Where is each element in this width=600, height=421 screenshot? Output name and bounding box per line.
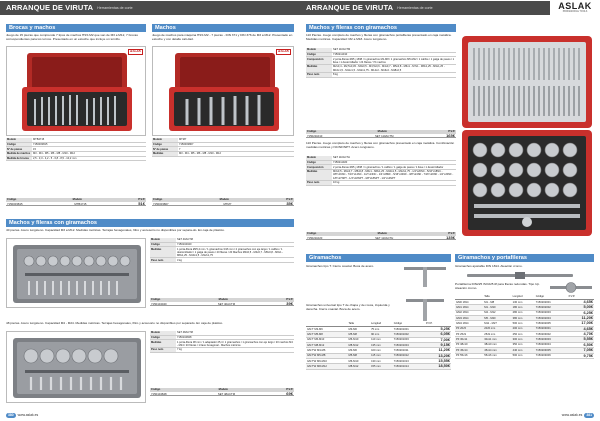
spec-row xyxy=(150,340,294,348)
table-cell: 250 mm xyxy=(512,332,535,337)
header-subtitle: Herramientas de corte xyxy=(97,5,133,10)
table-cell: 7150201003 xyxy=(393,337,425,342)
table-row xyxy=(306,364,451,369)
spec-key: Código xyxy=(6,142,32,147)
model-col: Modelo xyxy=(72,198,82,201)
section-title: Machos y fileras con giramachos xyxy=(309,25,397,31)
table-cell: GM TW M6-M10 xyxy=(306,359,348,364)
table-cell: 440 mm xyxy=(512,348,535,353)
table-cell: 7150201012 xyxy=(393,353,425,358)
spec-key: Medidas xyxy=(150,340,176,348)
table-cell: M1 - M8 xyxy=(483,299,511,304)
table-cell: 180 mm xyxy=(512,305,535,310)
spec-value: SET 48ACTM xyxy=(176,331,294,335)
table-cell: GM TW M3-M6 xyxy=(306,348,348,353)
table-cell: GM T M6-M10 xyxy=(306,337,348,342)
code-col: Código xyxy=(307,130,317,133)
spec-row xyxy=(150,348,294,353)
t-wrench-long-illustration xyxy=(400,296,450,322)
model-col: Modelo xyxy=(218,298,228,301)
spec-value: 7150211010 xyxy=(332,52,456,57)
code-col: Código xyxy=(7,198,17,201)
price-col: P.V.P. xyxy=(448,232,455,235)
table-cell: 7150203006 xyxy=(535,353,568,358)
spec-key: Nº de piezas xyxy=(6,147,32,152)
spec-row xyxy=(150,247,294,258)
model-col: Modelo xyxy=(377,232,387,235)
spec-value: SET 110ACTH xyxy=(332,156,456,160)
spec-value: 7 xyxy=(178,147,294,152)
website-link[interactable]: www.aslak.es xyxy=(17,412,39,417)
price-cell: 7,05€ xyxy=(568,348,594,353)
table-cell: 38x10 mm xyxy=(483,342,511,347)
spec-value: M3x0,5 - M4x0,7 - M5x0,8 - M6x1 - M8x1,25 - M10x1,5 - M12x1,75 - 1/4"x20NC - 5/16"x18NC - 3/8"x16NC - 7/16"x14NC - 1/2"x13NC - 1/4"x28NF - 5/16"x24NF - 3/8"x24NF - 7/16"x20NF - 1/2"x20NF - 1/8"x27NPT - 1/4"x18NPT - 3/8"x18NPT - 1/2"x14NPT xyxy=(332,170,456,181)
table-cell: 7150201002 xyxy=(393,332,425,337)
machos-fileras-desc-2: 48 piezas. Acero tungsteno. Capacidad M4 - M24. Medidas métricas. Terrajas hexagonales, filtro y accesorio no disponibles por separado. En caja de plástico. xyxy=(6,321,224,325)
price-cell: 13,20€ xyxy=(425,353,451,358)
table-cell: 7150201013 xyxy=(393,359,425,364)
spec-key: Medidas xyxy=(306,65,332,73)
table-cell: 90 mm xyxy=(370,332,393,337)
price-cell: 4,65€ xyxy=(568,299,594,304)
table-cell: 7150202005 xyxy=(535,321,568,326)
spec-key: Medida de brocas xyxy=(6,156,32,161)
spec-value: 8 kg xyxy=(332,72,456,77)
table-cell: M6-M10 xyxy=(348,337,371,342)
spec-value: 7150104848 xyxy=(176,335,294,340)
table-cell: 500 mm xyxy=(512,321,535,326)
table-cell: 155 mm xyxy=(370,364,393,369)
price-cell: 7,00€ xyxy=(425,337,451,342)
table-cell: 130 mm xyxy=(370,359,393,364)
table-cell: GM4 1814 xyxy=(455,321,483,326)
table-cell: 7150203004 xyxy=(535,342,568,347)
price-value: 51€ xyxy=(138,201,145,206)
price-col: P.V.P. xyxy=(138,198,145,201)
price-cell: 18,50€ xyxy=(425,364,451,369)
price-cell: 9,75€ xyxy=(568,353,594,358)
table-cell: PF 30x11 xyxy=(455,337,483,342)
column-header: P.V.P. xyxy=(425,323,451,326)
spec-key: Nº de piezas xyxy=(152,147,178,152)
table-cell: 7150201011 xyxy=(393,348,425,353)
price-cell: 11,20€ xyxy=(568,316,594,321)
spec-value: M3 - M4 - M5 - M6 - M8 - M10 - M12 xyxy=(178,152,294,157)
table-cell: 7150201014 xyxy=(393,364,425,369)
table-cell: 7150203002 xyxy=(535,332,568,337)
code-col: Código xyxy=(151,298,161,301)
table-cell: 7150202003 xyxy=(535,310,568,315)
mf-right-code1-row xyxy=(306,134,456,138)
left-footer xyxy=(4,413,38,418)
price-cell: 4,65€ xyxy=(568,326,594,331)
table-cell: PF 20x5 xyxy=(455,326,483,331)
mf-right-desc-1: 110 Piezas. Juego completo de machos y fileras con giramachos portafileras presentado en caja metálica. Medidas métricas. Capacidad: M2 a M18. Acero tungsteno. xyxy=(306,33,452,41)
price-value: 39€ xyxy=(286,301,293,306)
column-header: Talla xyxy=(348,323,371,326)
table-cell: 300 mm xyxy=(512,337,535,342)
spec-value: MTB4715 xyxy=(32,138,146,142)
table-cell: M8-M12 xyxy=(348,364,371,369)
drill-set-case-illustration xyxy=(7,47,147,137)
section-title: Giramachos xyxy=(309,255,342,261)
model-value: SET 110ACTM xyxy=(374,134,394,138)
section-machos-fileras-right xyxy=(306,24,456,32)
spec-value: 1 porta-filiera Ø25,4 mm / 1 giramachos 3/16 mm / 2 giramachos con eje largo / 1 calibre / 1 destornillador / 1 galga de pasos / 20 fileras / 20 Machos M3x0,5 - M4x0,7 - M5x0,8 - M6x1 - M8x1,25 - M10x1,5 - M12x1,75 xyxy=(176,247,294,258)
spec-value: 15 xyxy=(32,147,146,152)
spec-value: 2 porta-fileras Ø25 y Ø38 / 1 giramachos / 1 calibre / 1 galga de pasos / 1 llave / 1 destornillador xyxy=(332,165,456,170)
price-col: P.V.P. xyxy=(448,130,455,133)
die-stock-illustration xyxy=(548,282,594,294)
table-cell: M11 - M27 xyxy=(483,321,511,326)
price-cell: 6,25€ xyxy=(568,310,594,315)
spec-row xyxy=(306,57,456,65)
tap-set-case-illustration xyxy=(153,47,295,137)
column-header: Código xyxy=(393,323,425,326)
price-cell: 6,50€ xyxy=(568,342,594,347)
table-cell: 350 mm xyxy=(512,342,535,347)
section-title: Machos xyxy=(155,25,176,31)
spec-value: 2 porta-fileras Ø25 y Ø38 / 1 giramachos M1-M8 / 1 giramachos M5-M12 / 1 calibre / 1 galga de pasos / 1 llave / 1 destornillador / 24 fileras / 72 machos xyxy=(333,57,455,64)
table-cell: 7150202004 xyxy=(535,316,568,321)
t-wrench-illustration xyxy=(400,264,450,288)
right-header xyxy=(300,1,550,15)
giraporta-price-table xyxy=(455,296,594,359)
table-cell: PF 45x14 xyxy=(455,348,483,353)
spec-value: 7150003815 xyxy=(32,142,146,147)
price-cell: 9,15€ xyxy=(425,343,451,348)
machos-code-row xyxy=(152,202,294,206)
website-link[interactable]: www.aslak.es xyxy=(561,412,583,417)
table-cell: M5-M8 xyxy=(348,353,371,358)
price-value: 135€ xyxy=(446,235,455,240)
spec-key: Medidas xyxy=(306,170,332,181)
section-machos-fileras xyxy=(6,219,294,227)
spec-key: Modelo xyxy=(6,138,32,142)
spec-key: Peso neto xyxy=(150,348,176,353)
price-value: 35€ xyxy=(286,201,293,206)
table-cell: M5-M8 xyxy=(348,332,371,337)
spec-key: Modelo xyxy=(150,331,176,335)
adjustable-tap-wrench-illustration xyxy=(465,271,575,281)
mf-right-code2-row xyxy=(306,236,456,240)
mf-right-desc-2: 110 Piezas. Juego completo de machos y fileras con giramachos presentado en caja metálica. Combinación medidas métricas y NC/NF/NPT. Acero tungsteno. xyxy=(306,141,455,149)
code-col: Código xyxy=(153,198,163,201)
table-cell: 500 mm xyxy=(512,353,535,358)
table-cell: 7150201001 xyxy=(393,326,425,331)
machos-image xyxy=(152,46,294,136)
table-cell: GM3 1814 xyxy=(455,316,483,321)
model-value: MTB4715 xyxy=(74,202,87,206)
spec-key: Código xyxy=(306,52,332,57)
section-title: Giramachos y portafileras xyxy=(458,255,528,261)
model-value: SET 110ACTH xyxy=(375,236,394,240)
spec-key: Código xyxy=(150,335,176,340)
price-cell: 4,70€ xyxy=(568,332,594,337)
table-cell: M3-M6 xyxy=(348,348,371,353)
table-cell: M6-M10 xyxy=(348,359,371,364)
table-cell: 45x14 mm xyxy=(483,348,511,353)
model-value: SET 48ACTM xyxy=(217,392,236,396)
table-cell: 7150203003 xyxy=(535,337,568,342)
code-value: 7150104040 xyxy=(151,302,167,306)
spec-value: 7150211020 xyxy=(332,160,456,165)
table-cell: GM2 1814 xyxy=(455,310,483,315)
table-cell: 55x16 mm xyxy=(483,353,511,358)
code-col: Código xyxy=(151,388,161,391)
giramachos-price-table xyxy=(306,323,451,370)
spec-value: 7 kg xyxy=(176,348,294,353)
spec-row xyxy=(6,156,146,161)
table-cell: GM TW M5-M8 xyxy=(306,353,348,358)
table-cell: GM0 1814 xyxy=(455,299,483,304)
spec-key: Peso neto xyxy=(306,180,332,185)
price-col: P.V.P. xyxy=(286,388,293,391)
table-cell: M4 - M12 xyxy=(483,310,511,315)
section-brocas-y-machos xyxy=(6,24,146,32)
right-footer xyxy=(562,413,596,418)
spec-value: 7150104040 xyxy=(176,242,294,247)
model-col: Modelo xyxy=(218,388,228,391)
spec-key: Modelo xyxy=(152,138,178,142)
giramachos-desc-1: Giramachos tipo T. Cierre coaxial. Boca de acero. xyxy=(306,264,375,268)
spec-row xyxy=(306,65,456,73)
table-cell: 7150202002 xyxy=(535,305,568,310)
price-col: P.V.P. xyxy=(286,298,293,301)
table-cell: 20x5 mm xyxy=(483,326,511,331)
spec-key: Peso neto xyxy=(306,72,332,77)
header-subtitle: Herramientas de corte xyxy=(397,5,433,10)
brand-name: ASLAK xyxy=(558,1,592,11)
table-cell: GM1 1814 xyxy=(455,305,483,310)
spec-value: SET 40ACTM xyxy=(176,238,294,242)
table-cell: 30x11 mm xyxy=(483,337,511,342)
code-value: 7150003815 xyxy=(7,202,23,206)
left-header xyxy=(0,1,300,15)
code-value: 7150211010 xyxy=(307,134,323,138)
spec-value: 1 porta-filiera 38 mm / 1 adaptador 25,4 / 1 giramachos / 1 giramachos con eje largo / 20 machos M4 - M24 / 20 fileras / 1 llave hexagonal - Machos métricos xyxy=(177,340,293,347)
spec-key: Medidas xyxy=(150,247,176,258)
table-cell: 110 mm xyxy=(370,337,393,342)
spec-value: SET 110ACTM xyxy=(332,48,456,52)
table-cell: 200 mm xyxy=(512,326,535,331)
mf-code2-row xyxy=(150,392,294,396)
header-title: ARRANQUE DE VIRUTA xyxy=(6,2,94,12)
table-cell: 7150201004 xyxy=(393,343,425,348)
tap-die-set-40-image xyxy=(6,238,146,308)
table-cell: 75 mm xyxy=(370,326,393,331)
spec-key: Modelo xyxy=(150,238,176,242)
table-cell: PF 38x10 xyxy=(455,342,483,347)
table-cell: 380 mm xyxy=(512,316,535,321)
table-cell: M1 - M10 xyxy=(483,305,511,310)
spec-value: 3 kg xyxy=(176,258,294,263)
column-header: Código xyxy=(535,296,568,299)
table-cell: M8-M12 xyxy=(348,343,371,348)
table-cell: 135 mm xyxy=(370,343,393,348)
table-cell: GM T M5-M8 xyxy=(306,332,348,337)
machos-spec-table xyxy=(152,138,294,157)
spec-key: Peso neto xyxy=(150,258,176,263)
giraporta-desc-1: Giramachos ajustable DIN 1814. Aleación cromo. xyxy=(455,264,523,268)
spec-value: 7150003807 xyxy=(178,142,294,147)
table-cell: GM T M8-M12 xyxy=(306,343,348,348)
table-cell: 115 mm xyxy=(370,353,393,358)
spec-key: Código xyxy=(152,142,178,147)
code-col: Código xyxy=(307,232,317,235)
price-cell: 11,20€ xyxy=(425,348,451,353)
model-col: Modelo xyxy=(219,198,229,201)
price-cell: 15,55€ xyxy=(425,359,451,364)
section-machos xyxy=(152,24,294,32)
table-cell: 25x9 mm xyxy=(483,332,511,337)
table-cell: GM TW M8-M12 xyxy=(306,364,348,369)
brocas-description: Juego de 15 piezas que comprende 7 tipos de machos HSS M2 que van de M3 a M12, 7 brocas correspondientes para los tornos. Presentado en un estuche que incluye un tornillo. xyxy=(6,33,138,41)
spec-key: Composición xyxy=(306,57,332,65)
table-cell: 100 mm xyxy=(370,348,393,353)
column-header: Longitud xyxy=(370,323,393,326)
tap-die-set-48-image xyxy=(6,331,146,403)
brand-tagline: PROFESIONAL TOOLS xyxy=(562,11,588,13)
brocas-image xyxy=(6,46,146,136)
spec-row xyxy=(306,170,456,181)
aslak-logo xyxy=(553,1,597,17)
spec-row xyxy=(306,72,456,77)
brocas-code-row xyxy=(6,202,146,206)
giramachos-desc-2: Giramachos universal tipo T de chapa y de rosca, izquierda y derecha. Cierre coaxial. Boca de acero. xyxy=(306,303,390,311)
price-cell: 5,55€ xyxy=(568,337,594,342)
machos-fileras-spec-2 xyxy=(150,331,294,353)
spec-value: 10 kg xyxy=(332,180,456,185)
table-cell: M3-M6 xyxy=(348,326,371,331)
model-value: SET 40ACTM xyxy=(217,302,236,306)
section-giramachos xyxy=(306,254,451,262)
spec-row xyxy=(152,152,294,157)
tap-die-case-illustration xyxy=(7,332,147,404)
price-cell: 17,00€ xyxy=(568,321,594,326)
header-title: ARRANQUE DE VIRUTA xyxy=(306,2,394,12)
section-title: Machos y fileras con giramachos xyxy=(9,220,97,226)
spec-key: Código xyxy=(150,242,176,247)
big-tap-die-case-image xyxy=(460,30,594,244)
spec-value: M2x0,4 - M2,5x0,45 - M3x0,5 - M3,5x0,6 - M4x0,7 - M5x0,8 - M6x1 - M7x1 - M8x1,25 - M9x1,25 - M10x1,5 - M11x1,5 - M12x1,75 - M14x2 - M16x2 - M18x2,5 xyxy=(332,65,456,73)
brocas-spec-table xyxy=(6,138,146,161)
page-number: 381 xyxy=(586,412,592,417)
spec-value: MTM7 xyxy=(178,138,294,142)
spec-key: Modelo xyxy=(306,48,332,52)
section-title: Brocas y machos xyxy=(9,25,56,31)
table-cell: 7150203005 xyxy=(535,348,568,353)
model-col: Modelo xyxy=(377,130,387,133)
price-value: 165€ xyxy=(446,133,455,138)
column-header: Talla xyxy=(483,296,511,299)
giraporta-desc-2: Portafilerna DIN225 ISO225 Ø para fileras redondas. Tipo Up. Aleación cromo. xyxy=(455,282,540,290)
spec-value: M3 - M4 - M5 - M6 - M8 - M10 - M12 xyxy=(32,152,146,157)
spec-key: Composición xyxy=(306,165,332,170)
column-header: Longitud xyxy=(512,296,535,299)
price-cell: 5,00€ xyxy=(568,305,594,310)
spec-key: Medidas xyxy=(152,152,178,157)
code-value: 7150104848 xyxy=(151,392,167,396)
spec-key: Código xyxy=(306,160,332,165)
table-cell: M5 - M20 xyxy=(483,316,511,321)
tap-die-case-illustration xyxy=(7,239,147,309)
mf-code1-row xyxy=(150,302,294,306)
table-cell: PF 25x9 xyxy=(455,332,483,337)
page-number: 380 xyxy=(8,412,14,417)
price-col: P.V.P. xyxy=(286,198,293,201)
column-header: P.V.P. xyxy=(568,296,594,299)
machos-fileras-desc-1: 40 piezas. Acero tungsteno. Capacidad M3 a M12. Medidas métricas. Terrajas hexagonales, filtro y accesorio no disponibles por separa-do. En caja de plástico. xyxy=(6,228,225,232)
spec-row xyxy=(150,258,294,263)
spec-key: Modelo xyxy=(306,156,332,160)
spec-value: 2,5 - 3,3 - 4,2 - 5 - 6,8 - 8,5 - 10,2 mm xyxy=(32,156,146,161)
section-giramachos-portafileras xyxy=(455,254,594,262)
code-value: 7150003807 xyxy=(153,202,169,206)
brand-logo: ASLAK xyxy=(130,49,141,53)
mf-right-spec-1 xyxy=(306,48,456,78)
table-cell: GM T M3-M6 xyxy=(306,326,348,331)
spec-key: Medida de machos xyxy=(7,152,31,156)
mf-right-spec-2 xyxy=(306,156,456,186)
brand-logo: ASLAK xyxy=(278,49,289,53)
model-value: MTM7 xyxy=(223,202,232,206)
machos-fileras-spec-1 xyxy=(150,238,294,263)
table-cell: PF 55x16 xyxy=(455,353,483,358)
table-row xyxy=(455,353,594,358)
price-value: 69€ xyxy=(286,391,293,396)
table-cell: 7150202001 xyxy=(535,299,568,304)
price-cell: 6,05€ xyxy=(425,332,451,337)
table-cell: 280 mm xyxy=(512,310,535,315)
right-page xyxy=(300,0,600,421)
table-cell: 7150203001 xyxy=(535,326,568,331)
code-value: 7150211020 xyxy=(307,236,323,240)
spec-row xyxy=(306,180,456,185)
table-cell: 130 mm xyxy=(512,299,535,304)
red-case-tap-die-set-illustration xyxy=(460,30,594,244)
price-cell: 5,25€ xyxy=(425,326,451,331)
machos-description: Juego de machos para máquina HSS M2 - 7 piezas - DIN 371 y DIN 376 de M3 a M12. Presentado en estuche y con detalle cali-dad. xyxy=(152,33,293,41)
